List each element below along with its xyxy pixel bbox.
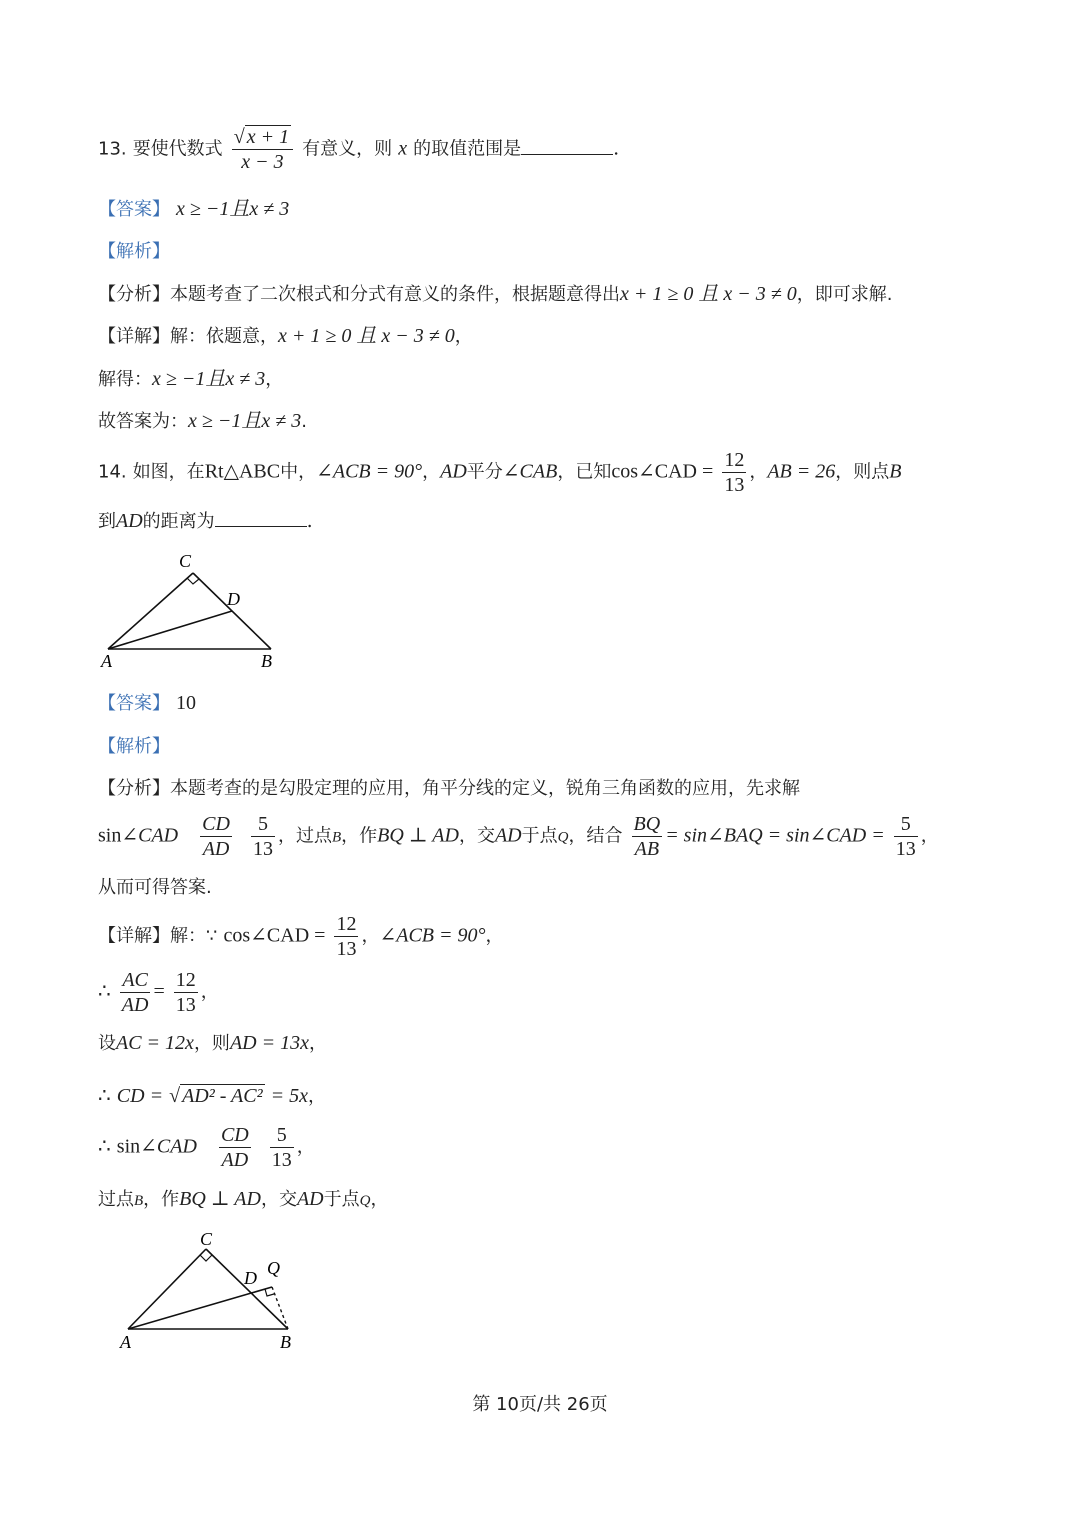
q13-xiangjie [98, 323, 473, 350]
q13-text-mid: 有意义，则 [302, 138, 393, 160]
q13-blank [521, 136, 613, 155]
fenxi-tag: 【分析】 [98, 778, 170, 799]
q14-fenxi-line2 [98, 812, 939, 861]
q14-xiangjie-line5 [98, 1123, 315, 1172]
analysis-tag: 【解析】 [98, 736, 170, 757]
q13-jiede-math: x ≥ −1且x ≠ 3 [152, 368, 266, 390]
q14-math: = 5x [270, 1085, 309, 1107]
q13-end: . [613, 137, 620, 160]
label-b: B [280, 1332, 291, 1352]
q14-answer [98, 690, 196, 717]
q14-math: AD [116, 510, 143, 532]
q13-final-end: . [301, 411, 307, 432]
q14-frac [251, 812, 275, 861]
q14-cos-fraction [722, 448, 746, 497]
q13-xiangjie-math: x + 1 ≥ 0 且 x − 3 ≠ 0 [278, 325, 455, 347]
q13-text: 要使代数式 [132, 138, 223, 160]
q14-text: ， [749, 461, 768, 483]
xiangjie-tag: 【详解】 [98, 925, 170, 947]
q13-fraction: $\frac{√ x + 1}{x - 3}$ [232, 125, 293, 174]
q14-frac [334, 912, 358, 961]
q14-frac [174, 968, 198, 1017]
fenxi-tag: 【分析】 [98, 284, 170, 305]
q14-text: ，过点 [278, 825, 332, 847]
q14-xiangjie-line6 [98, 1186, 388, 1214]
q14-text: ， [422, 461, 441, 483]
frac-num: 12 [175, 969, 196, 991]
q13-fenxi-end: ，即可求解. [796, 284, 893, 305]
q14-math: CAD [138, 824, 179, 847]
q14-text: ， [370, 1189, 389, 1210]
q14-end: . [306, 510, 313, 532]
q14-math: BQ ⊥ AD [377, 824, 459, 847]
q14-text: 过点 [98, 1189, 134, 1210]
q13-final-math: x ≥ −1且x ≠ 3 [188, 410, 302, 432]
label-c: C [179, 551, 192, 571]
q14-text: ，结合 [568, 825, 623, 847]
q14-xiangjie-line1 [98, 912, 504, 961]
therefore-symbol: ∴ [98, 1085, 111, 1107]
therefore-symbol: ∴ [98, 1135, 111, 1158]
q14-text: ，则点 [835, 461, 890, 483]
q13-answer [98, 196, 289, 223]
frac-num: CD [202, 813, 230, 835]
q14-text: 到 [98, 511, 116, 532]
q14-text: 如图，在 [132, 461, 205, 483]
answer-tag: 【答案】 [98, 693, 170, 714]
q13-frac-den: x − 3 [241, 151, 284, 173]
answer-tag: 【答案】 [98, 199, 170, 220]
label-a: A [120, 1332, 131, 1352]
q14-fenxi-text: 本题考查的是勾股定理的应用，角平分线的定义，锐角三角函数的应用，先求解 [170, 778, 800, 799]
q14-text: ，已知 [557, 461, 612, 483]
segment-aq [128, 1287, 272, 1329]
q14-math: AB = 26 [767, 460, 836, 483]
q14-math: = sin∠BAQ = sin∠CAD = [665, 824, 885, 847]
q13-answer-value: x ≥ −1且x ≠ 3 [176, 198, 290, 220]
q14-math: = [153, 980, 165, 1003]
analysis-tag: 【解析】 [98, 241, 170, 262]
q14-frac [219, 1123, 251, 1172]
page-footer: 第 10页/共 26页 [472, 1394, 608, 1415]
frac-den: 13 [336, 938, 357, 960]
q13-final-label: 故答案为： [98, 411, 188, 432]
q14-xiangjie-line2 [98, 968, 219, 1017]
right-angle-mark-c [200, 1255, 212, 1261]
q14-text: ， [200, 981, 219, 1003]
q14-math: AD [494, 824, 522, 847]
q13-fenxi-text: 本题考查了二次根式和分式有意义的条件，根据题意得出 [170, 284, 620, 305]
q14-analysis-heading [98, 733, 170, 760]
q14-frac [632, 812, 663, 861]
q14-math: sin∠ [116, 1135, 157, 1158]
q14-text: ，交 [260, 1189, 297, 1210]
q14-math: AD [296, 1188, 324, 1210]
frac-num: 12 [724, 449, 745, 471]
q14-stem-line1 [98, 448, 901, 497]
q14-frac [120, 968, 151, 1017]
q13-jiede [98, 366, 283, 393]
q14-math: B [332, 829, 342, 846]
q14-fenxi [98, 775, 800, 802]
q14-text: ， [485, 925, 504, 947]
frac-den: AD [202, 838, 230, 860]
q14-text: 从而可得答案. [98, 877, 212, 898]
frac-num: 5 [894, 812, 918, 837]
frac-num: BQ [633, 813, 661, 835]
q13-var: x [398, 137, 408, 160]
label-c: C [200, 1229, 213, 1249]
label-d: D [227, 589, 240, 609]
q14-text: 平分 [466, 461, 503, 483]
q14-text: 于点 [521, 825, 558, 847]
q14-text: 设 [98, 1033, 116, 1054]
frac-den: AD [221, 1149, 249, 1171]
q14-math: AD = 13x [229, 1032, 309, 1054]
q13-jiede-end: ， [265, 369, 284, 390]
q13-final [98, 408, 307, 435]
segment-ac [108, 573, 193, 649]
q14-figure-2 [112, 1225, 322, 1355]
q13-number: 13. [98, 138, 127, 160]
label-a: A [101, 651, 112, 671]
q13-xiangjie-end: ， [454, 326, 473, 347]
q13-jiede-label: 解得： [98, 369, 152, 390]
q14-frac [200, 812, 232, 861]
frac-den: AD [121, 994, 149, 1016]
q14-text: ， [361, 925, 380, 947]
segment-ad [108, 611, 232, 649]
frac-num: 12 [336, 913, 357, 935]
q14-answer-value: 10 [176, 692, 197, 714]
q14-math: cos∠CAD = [223, 924, 326, 947]
q14-text: 解：∵ [170, 925, 218, 947]
q14-math: AD [440, 460, 467, 483]
q14-text: 中， [280, 461, 317, 483]
q14-math: Rt△ABC [204, 460, 281, 483]
frac-den: 13 [253, 838, 273, 860]
q14-blank [215, 508, 307, 527]
q14-math: Q [557, 829, 569, 846]
q14-text: ， [308, 1033, 327, 1054]
q13-analysis-heading [98, 238, 170, 265]
q14-math: CAD [156, 1135, 197, 1158]
q14-math: Q [359, 1193, 371, 1209]
frac-num: 5 [270, 1123, 294, 1148]
right-angle-mark [187, 578, 199, 584]
q14-text: ，交 [458, 825, 495, 847]
q14-text: ， [920, 825, 939, 847]
q14-text: ，作 [143, 1189, 180, 1210]
q14-math: ∠CAB [502, 460, 558, 483]
q14-text: 的距离为 [142, 511, 215, 532]
q14-figure-1 [95, 545, 295, 675]
q13-stem [98, 125, 619, 174]
q14-math: CD = [116, 1085, 164, 1107]
q14-xiangjie-line3 [98, 1030, 327, 1057]
q13-text-post: 的取值范围是 [413, 138, 522, 160]
q14-math: AC = 12x [116, 1032, 194, 1054]
label-b: B [261, 651, 272, 671]
q14-number: 14. [98, 461, 127, 483]
q14-math: ∠ACB = 90° [316, 460, 423, 483]
q13-fenxi-math: x + 1 ≥ 0 且 x − 3 ≠ 0 [620, 283, 797, 305]
frac-num: AC [120, 968, 151, 993]
frac-den: 13 [271, 1149, 292, 1171]
q14-math: cos∠CAD = [611, 460, 714, 483]
q14-text: ，作 [341, 825, 378, 847]
q14-math: BQ ⊥ AD [179, 1188, 261, 1210]
frac-den: 13 [895, 838, 916, 860]
q14-xiangjie-line4: ∴ CD = √ AD² - AC² = 5x， [98, 1085, 327, 1107]
frac-den: AB [634, 838, 660, 860]
q14-sqrt: AD² - AC² [182, 1085, 263, 1107]
q14-text: ，则 [193, 1033, 230, 1054]
frac-num: CD [220, 1124, 249, 1146]
q14-math: ∠ACB = 90° [379, 924, 486, 947]
q14-math: B [889, 460, 902, 483]
right-angle-mark-q [265, 1289, 274, 1296]
frac-den: 13 [175, 994, 196, 1016]
frac-den: 13 [724, 474, 745, 496]
q14-frac [270, 1123, 294, 1172]
therefore-symbol: ∴ [98, 980, 111, 1003]
frac-num: 5 [251, 812, 275, 837]
label-q: Q [267, 1258, 280, 1278]
q14-text: ， [296, 1136, 315, 1158]
label-d: D [244, 1268, 257, 1288]
xiangjie-tag: 【详解】 [98, 326, 170, 347]
q14-frac [894, 812, 918, 861]
q14-stem-line2 [98, 508, 313, 535]
q14-fenxi-line3 [98, 874, 212, 901]
q14-math: sin∠ [98, 824, 139, 847]
q13-fenxi [98, 281, 892, 308]
q14-math: B [134, 1193, 144, 1209]
q14-text: 于点 [323, 1189, 360, 1210]
q14-text: ， [308, 1086, 327, 1107]
segment-bq [272, 1287, 288, 1329]
q13-frac-num: x + 1 [246, 126, 290, 148]
q13-xiangjie-text: 解：依题意， [170, 326, 278, 347]
